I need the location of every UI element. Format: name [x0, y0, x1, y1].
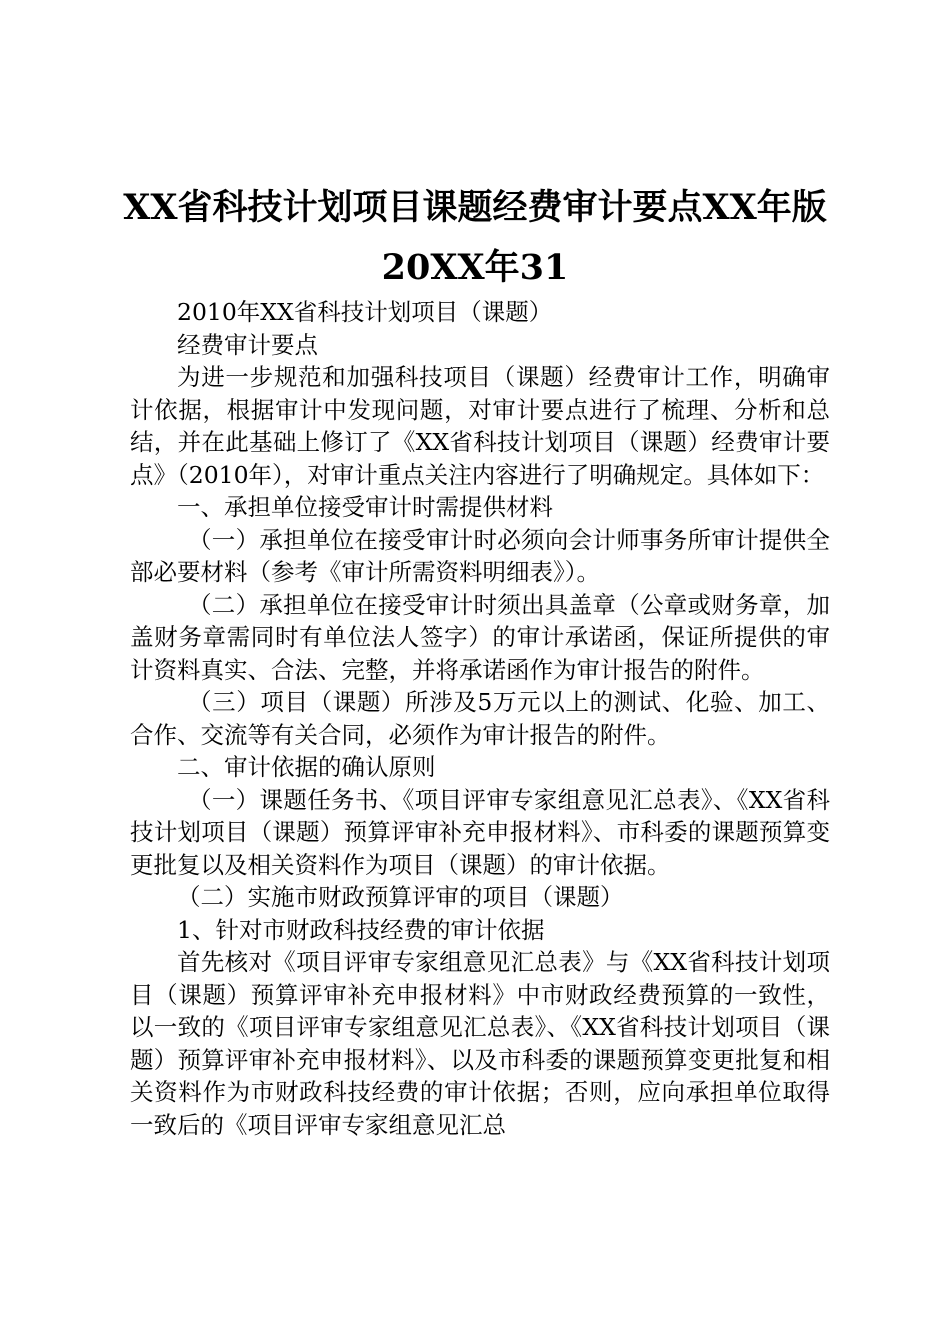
paragraph-1-2: （二）承担单位在接受审计时须出具盖章（公章或财务章，加盖财务章需同时有单位法人签字）的审计承诺函，保证所提供的审计资料真实、合法、完整，并将承诺函作为审计报告的附件。 — [130, 590, 830, 684]
paragraph-heading-year: 2010年XX省科技计划项目（课题） — [177, 298, 553, 326]
paragraph-1-3: （三）项目（课题）所涉及5万元以上的测试、化验、加工、合作、交流等有关合同，必须作为审计报告的附件。 — [130, 688, 830, 749]
paragraph-2-2-1-body: 首先核对《项目评审专家组意见汇总表》与《XX省科技计划项目（课题）预算评审补充申报材料》中市财政经费预算的一致性，以一致的《项目评审专家组意见汇总表》、《XX省科技计划项目（课题）预算评审补充申报材料》、以及市科委的课题预算变更批复和相关资料作为市财政科技经费的审计依据；否则，应向承担单位取得一致后的《项目评审专家组意见汇总 — [130, 948, 830, 1139]
paragraph-heading-subtitle: 经费审计要点 — [177, 330, 318, 359]
paragraph-2-1: （一）课题任务书、《项目评审专家组意见汇总表》、《XX省科技计划项目（课题）预算评审补充申报材料》、市科委的课题预算变更批复以及相关资料作为项目（课题）的审计依据。 — [130, 785, 830, 879]
paragraph-2-2-1: 1、针对市财政科技经费的审计依据 — [177, 915, 545, 944]
section-heading-1: 一、承担单位接受审计时需提供材料 — [177, 493, 553, 521]
document-title-line-2: 20XX年31 — [381, 247, 569, 288]
document-title-line-1: XX省科技计划项目课题经费审计要点XX年版 — [123, 187, 827, 228]
document-body — [130, 296, 830, 1141]
paragraph-2-2: （二）实施市财政预算评审的项目（课题） — [177, 883, 624, 911]
section-heading-2: 二、审计依据的确认原则 — [177, 753, 436, 781]
paragraph-intro: 为进一步规范和加强科技项目（课题）经费审计工作，明确审计依据，根据审计中发现问题，对审计要点进行了梳理、分析和总结，并在此基础上修订了《XX省科技计划项目（课题）经费审计要点》（2010年），对审计重点关注内容进行了明确规定。具体如下： — [130, 363, 830, 489]
paragraph-1-1: （一）承担单位在接受审计时必须向会计师事务所审计提供全部必要材料（参考《审计所需资料明细表》）。 — [130, 525, 830, 586]
